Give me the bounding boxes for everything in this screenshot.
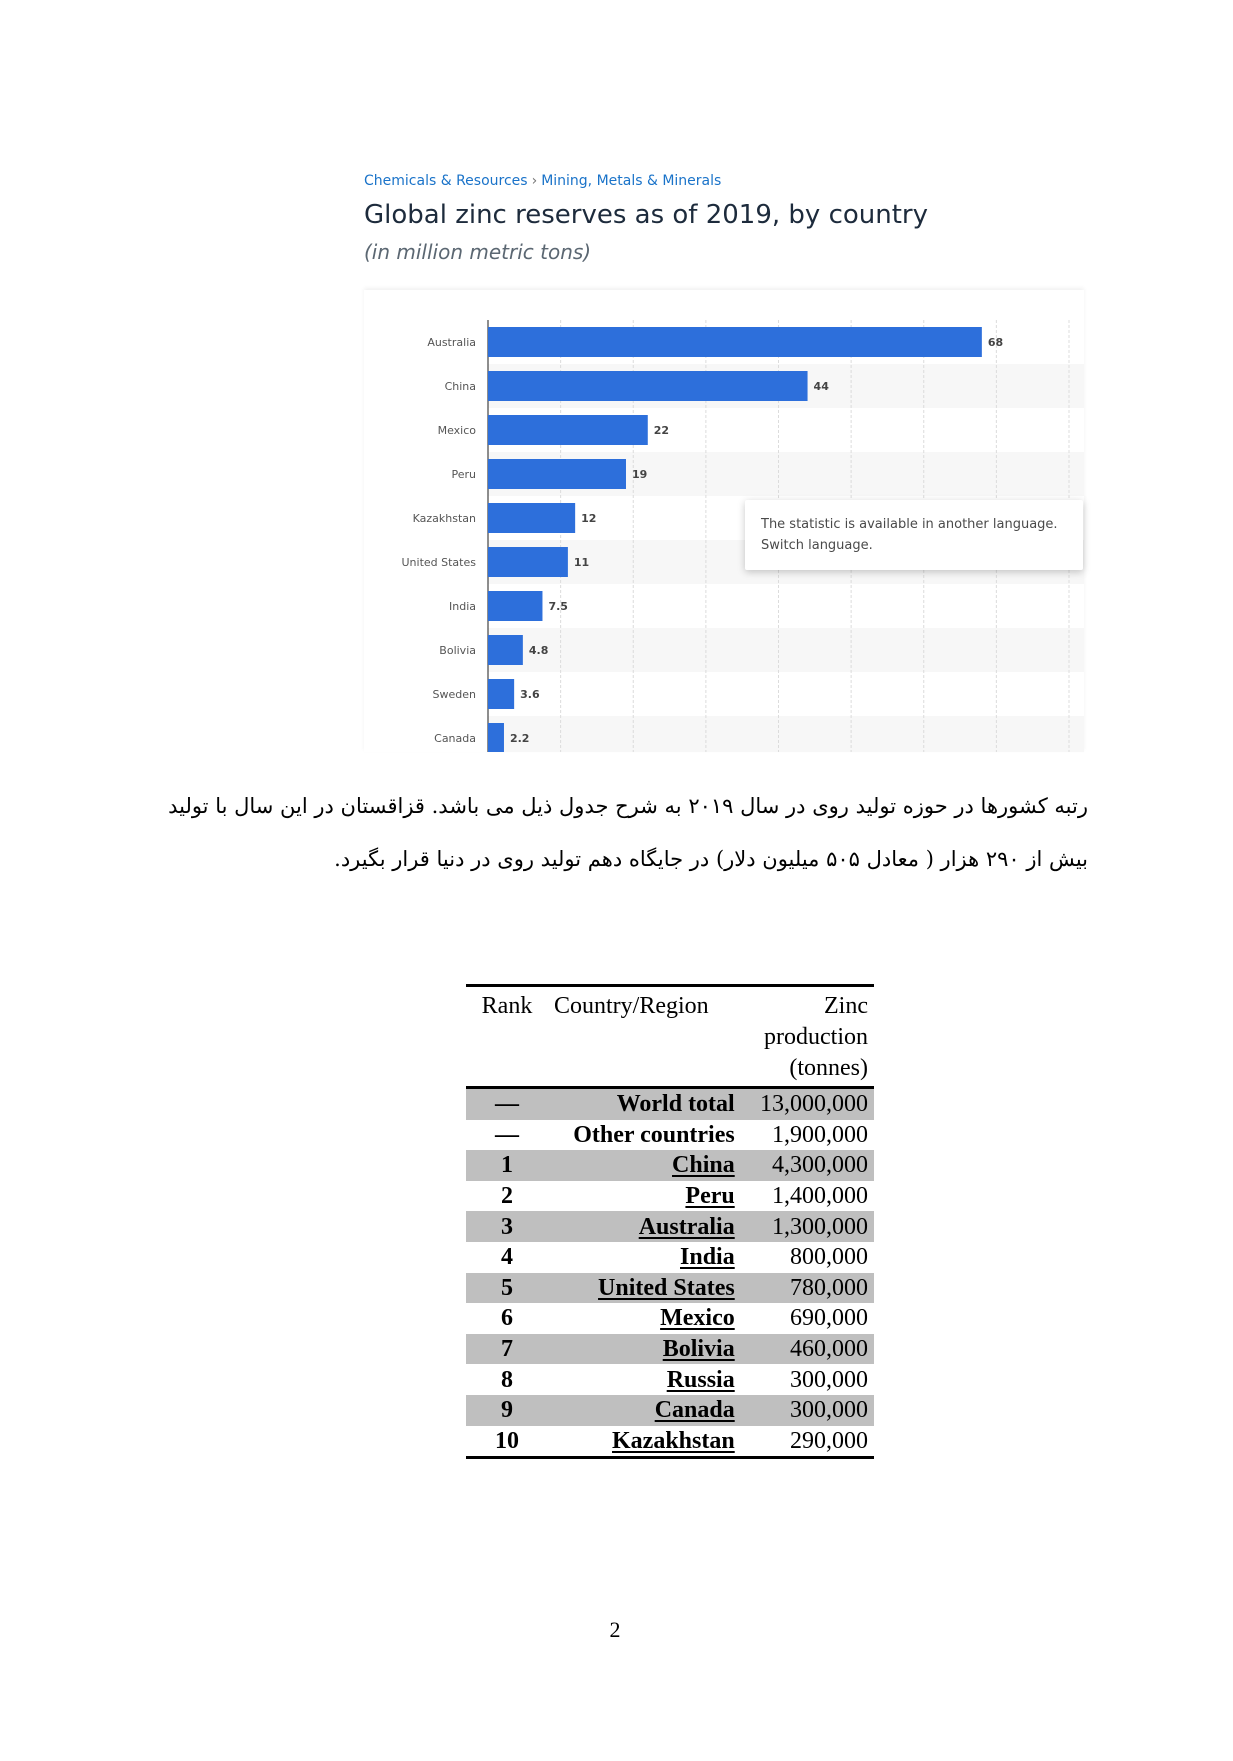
rank-cell: — bbox=[466, 1088, 548, 1120]
country-link[interactable]: Peru bbox=[685, 1183, 735, 1210]
category-label: Kazakhstan bbox=[412, 512, 476, 525]
bar bbox=[488, 723, 504, 752]
table-row bbox=[466, 1150, 874, 1181]
category-label: India bbox=[449, 600, 476, 613]
table-row bbox=[466, 1273, 874, 1304]
table-row bbox=[466, 1426, 874, 1458]
table-row bbox=[466, 1211, 874, 1242]
country-link[interactable]: Kazakhstan bbox=[612, 1427, 735, 1454]
bar bbox=[488, 503, 575, 533]
country-cell bbox=[548, 1303, 741, 1334]
country-cell bbox=[548, 1211, 741, 1242]
rank-cell: — bbox=[495, 1121, 519, 1148]
category-label: Peru bbox=[451, 468, 476, 481]
country-link[interactable]: China bbox=[672, 1152, 735, 1179]
value-cell: 780,000 bbox=[741, 1273, 874, 1304]
country-cell bbox=[548, 1395, 741, 1426]
header-zinc-production bbox=[741, 986, 874, 1088]
table-row bbox=[466, 1395, 874, 1426]
country-link[interactable]: Bolivia bbox=[662, 1336, 735, 1363]
table-row bbox=[466, 1120, 874, 1151]
country-cell bbox=[548, 1426, 741, 1458]
switch-language-tooltip[interactable] bbox=[745, 500, 1083, 570]
bar bbox=[488, 547, 568, 577]
value-cell: 290,000 bbox=[790, 1427, 868, 1454]
persian-paragraph bbox=[140, 780, 1088, 886]
country-cell bbox=[548, 1181, 741, 1212]
chart-header bbox=[364, 170, 1084, 266]
country-link[interactable]: India bbox=[680, 1244, 735, 1271]
bar bbox=[488, 459, 626, 489]
table-row bbox=[466, 1242, 874, 1273]
country-link[interactable]: Canada bbox=[654, 1397, 735, 1424]
switch-language-link[interactable]: Switch language. bbox=[761, 538, 873, 553]
country-cell bbox=[548, 1334, 741, 1365]
bar bbox=[488, 327, 982, 357]
rank-cell: 1 bbox=[466, 1150, 548, 1181]
paragraph-line-2: بیش از ۲۹۰ هزار ( معادل ۵۰۵ میلیون دلار) در جایگاه دهم تولید روی در دنیا قرار بگیرد. bbox=[334, 847, 1088, 871]
chart-subtitle: (in million metric tons) bbox=[364, 240, 592, 264]
value-cell: 300,000 bbox=[741, 1395, 874, 1426]
country-link[interactable]: Russia bbox=[666, 1366, 735, 1393]
value-cell: 13,000,000 bbox=[741, 1088, 874, 1120]
bar bbox=[488, 415, 648, 445]
category-label: China bbox=[444, 380, 476, 393]
table-row bbox=[466, 1364, 874, 1395]
category-label: Sweden bbox=[432, 688, 476, 701]
rank-cell: 5 bbox=[466, 1273, 548, 1304]
value-cell: 690,000 bbox=[790, 1305, 868, 1332]
country-cell: World total bbox=[548, 1088, 741, 1120]
rank-cell: 2 bbox=[501, 1183, 513, 1210]
data-label: 19 bbox=[631, 468, 648, 481]
breadcrumb bbox=[364, 170, 1084, 192]
value-cell: 300,000 bbox=[790, 1366, 868, 1393]
breadcrumb-link-chemicals[interactable]: Chemicals & Resources bbox=[364, 173, 528, 189]
country-cell bbox=[548, 1242, 741, 1273]
paragraph-line-1: رتبه کشورها در حوزه تولید روی در سال ۲۰۱۹ به شرح جدول ذیل می باشد. قزاقستان در این سال با تولید bbox=[168, 794, 1088, 818]
breadcrumb-link-mining[interactable]: Mining, Metals & Minerals bbox=[541, 173, 722, 189]
rank-cell: 6 bbox=[501, 1305, 513, 1332]
table-row bbox=[466, 1334, 874, 1365]
category-label: Bolivia bbox=[439, 644, 476, 657]
tooltip-text: The statistic is available in another language. bbox=[761, 517, 1058, 532]
data-label: 3.6 bbox=[520, 688, 540, 701]
category-label: Canada bbox=[434, 732, 476, 745]
row-band bbox=[488, 628, 1084, 672]
bar bbox=[488, 679, 514, 709]
data-label: 7.5 bbox=[548, 600, 568, 613]
value-cell: 1,400,000 bbox=[772, 1183, 868, 1210]
bar bbox=[488, 371, 808, 401]
category-label: Mexico bbox=[437, 424, 476, 437]
country-cell bbox=[548, 1364, 741, 1395]
country-cell: Other countries bbox=[573, 1121, 735, 1148]
value-cell: 1,300,000 bbox=[741, 1211, 874, 1242]
header-zinc-line-2: production bbox=[764, 1024, 868, 1050]
data-label: 2.2 bbox=[509, 732, 530, 745]
page-number: 2 bbox=[609, 1617, 621, 1642]
rank-cell: 7 bbox=[466, 1334, 548, 1365]
rank-cell: 9 bbox=[466, 1395, 548, 1426]
country-cell bbox=[548, 1150, 741, 1181]
data-label: 11 bbox=[573, 556, 590, 569]
value-cell: 4,300,000 bbox=[741, 1150, 874, 1181]
breadcrumb-separator: › bbox=[531, 173, 538, 189]
header-zinc-line-3: (tonnes) bbox=[789, 1055, 868, 1081]
header-rank: Rank bbox=[481, 993, 533, 1019]
table-header-row bbox=[466, 986, 874, 1088]
bar bbox=[488, 591, 542, 621]
value-cell: 1,900,000 bbox=[772, 1121, 868, 1148]
rank-cell: 3 bbox=[466, 1211, 548, 1242]
bar bbox=[488, 635, 523, 665]
category-label: Australia bbox=[427, 336, 476, 349]
table-row bbox=[466, 1088, 874, 1120]
country-link[interactable]: United States bbox=[598, 1274, 735, 1301]
country-link[interactable]: Mexico bbox=[660, 1305, 735, 1332]
country-link[interactable]: Australia bbox=[638, 1213, 735, 1240]
header-country: Country/Region bbox=[554, 993, 709, 1019]
value-cell: 460,000 bbox=[741, 1334, 874, 1365]
data-label: 22 bbox=[653, 424, 670, 437]
rank-cell: 4 bbox=[501, 1244, 513, 1271]
value-cell: 800,000 bbox=[790, 1244, 868, 1271]
data-label: 12 bbox=[581, 512, 597, 525]
data-label: 68 bbox=[987, 336, 1004, 349]
header-zinc-line-1: Zinc bbox=[824, 993, 868, 1019]
rank-cell: 8 bbox=[501, 1366, 513, 1393]
zinc-production-table bbox=[466, 984, 874, 1459]
country-cell bbox=[548, 1273, 741, 1304]
chart-title: Global zinc reserves as of 2019, by country bbox=[364, 200, 929, 230]
row-band bbox=[488, 716, 1084, 752]
table-row bbox=[466, 1303, 874, 1334]
data-label: 4.8 bbox=[528, 644, 549, 657]
category-label: United States bbox=[401, 556, 476, 569]
table-row bbox=[466, 1181, 874, 1212]
data-label: 44 bbox=[813, 380, 829, 393]
rank-cell: 10 bbox=[495, 1427, 519, 1454]
